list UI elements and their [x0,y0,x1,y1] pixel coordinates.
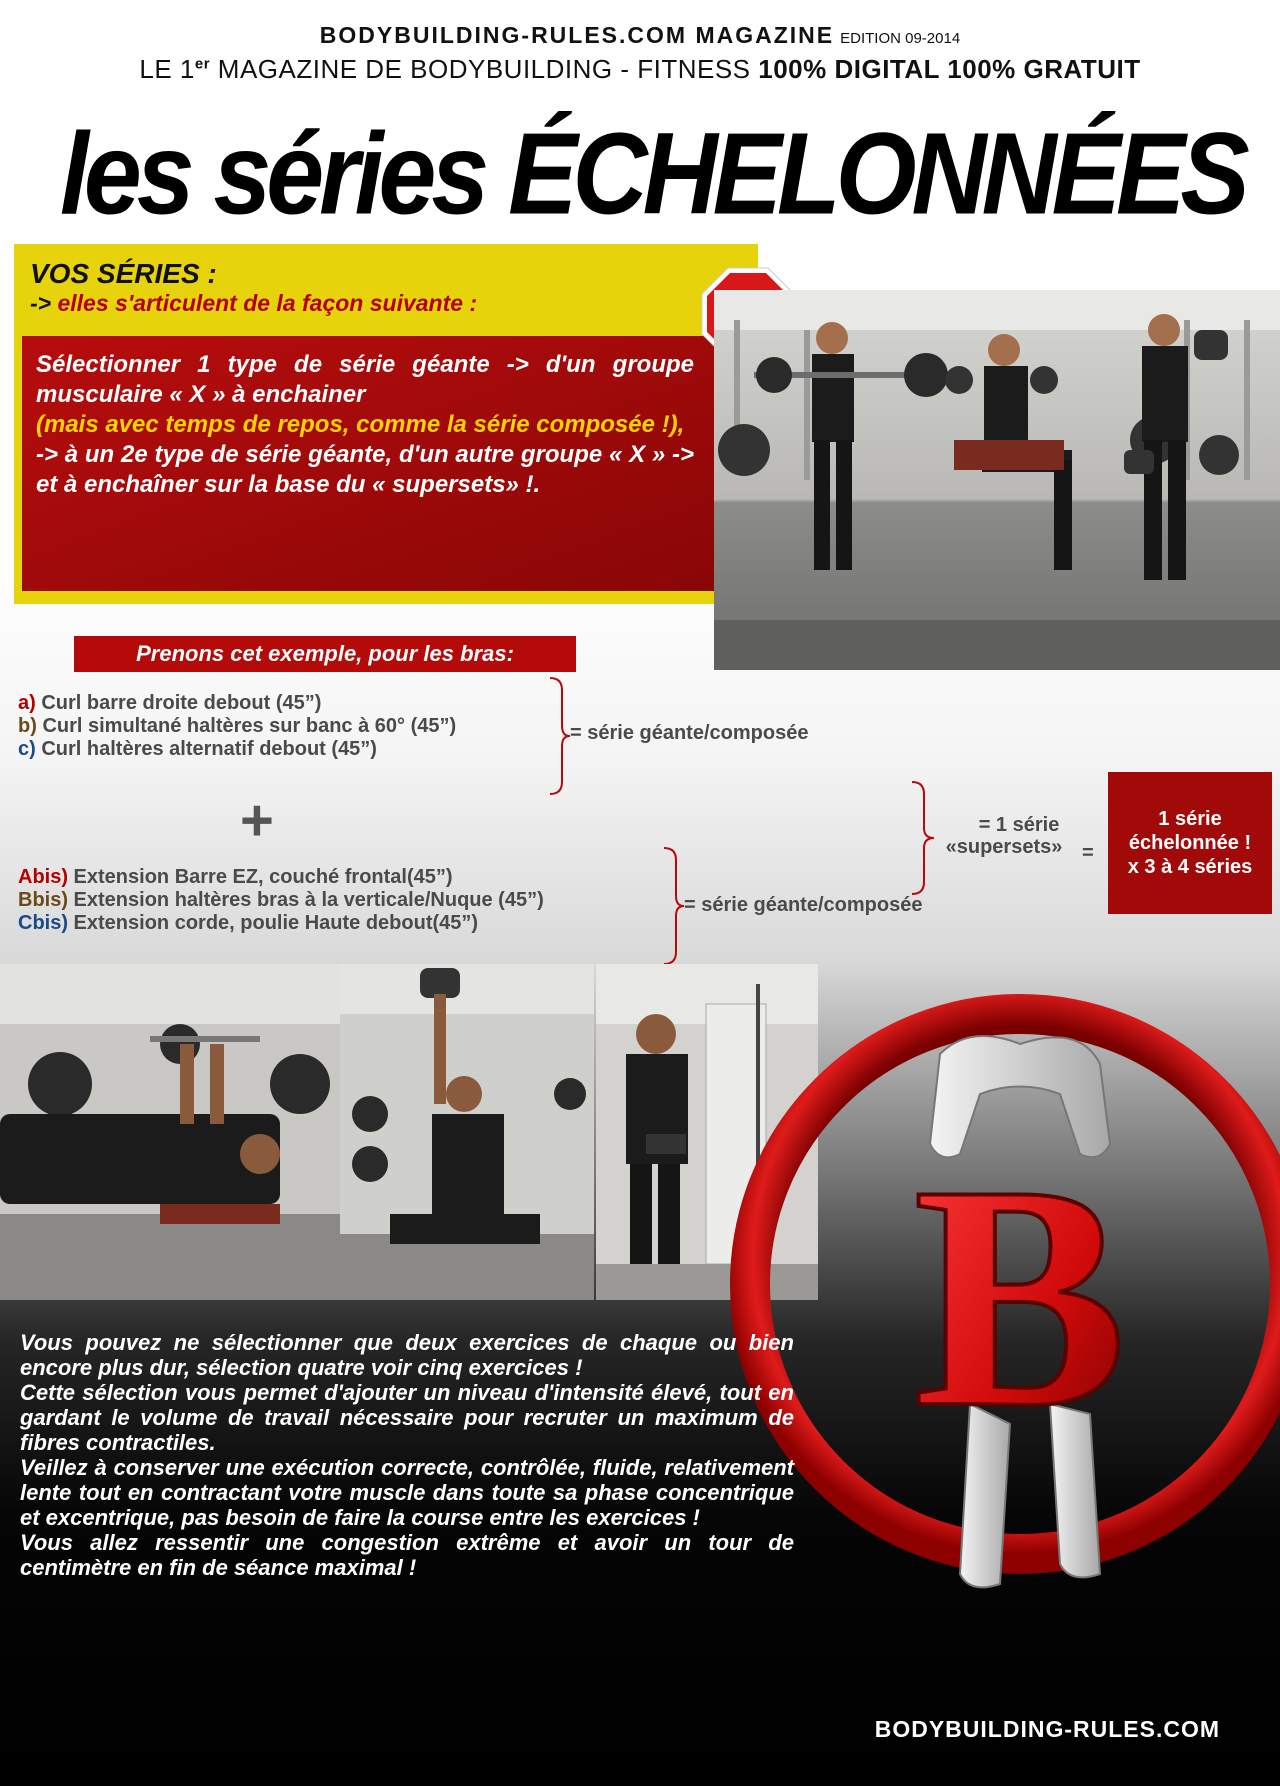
magazine-header [0,22,1280,49]
series-box-subtitle [30,290,477,317]
group1-item-a [18,692,456,715]
result-line-3: x 3 à 4 séries [1127,856,1253,878]
tagline-bold: 100% DIGITAL 100% GRATUIT [758,54,1141,84]
group1-item-b [18,715,456,738]
group1-text-c: Curl haltères alternatif debout (45”) [35,738,377,760]
group2-text-b: Extension haltères bras à la verticale/Nuque (45”) [68,889,544,911]
series-paragraph-3: -> à un 2e type de série géante, d'un autre groupe « X » -> et à enchaîner sur la base du « supersets» !. [36,441,694,498]
series-description [36,350,694,500]
superset-equals: = [1082,842,1094,864]
example-label: Prenons cet exemple, pour les bras: [74,636,576,672]
group2-text-c: Extension corde, poulie Haute debout(45”) [68,912,479,934]
group1-text-a: Curl barre droite debout (45”) [35,692,322,714]
bodybuilding-rules-logo [720,984,1280,1664]
series-paragraph-1: Sélectionner 1 type de série géante -> d'un groupe musculaire « X » à enchainer [36,351,694,408]
series-box-title: VOS SÉRIES : [30,258,217,289]
group1-brace [548,676,572,796]
result-line-1: 1 série [1158,808,1222,830]
group2-brace [662,846,686,966]
result-box [1108,772,1272,914]
group2-key-a: Abis) [18,866,68,888]
superset-label-1: = 1 série [978,814,1060,836]
superset-label-2: «supersets» [945,836,1063,858]
result-line-2: échelonnée ! [1128,832,1252,854]
group1-key-b: b) [18,715,37,737]
group2-item-b [18,889,544,912]
tagline-sup: er [194,55,211,73]
plus-sign: + [240,788,274,853]
group2-item-c [18,912,544,935]
group1-item-c [18,738,456,761]
group2-result: = série géante/composée [684,894,923,916]
superset-brace [910,780,936,896]
footer-site-name: BODYBUILDING-RULES.COM [874,1716,1220,1742]
edition-label: EDITION 09-2014 [840,30,961,47]
dumbbell-overhead-extension-photo [340,964,594,1300]
group1-list [18,692,456,761]
series-paragraph-2: (mais avec temps de repos, comme la série composée !), [36,411,685,438]
group2-text-a: Extension Barre EZ, couché frontal(45”) [68,866,453,888]
group2-item-a [18,866,544,889]
group1-key-c: c) [18,738,36,760]
group1-text-b: Curl simultané haltères sur banc à 60° (45”) [36,715,457,737]
subtitle-arrow: -> [30,290,58,316]
tagline-prefix: LE 1 [139,54,195,84]
logo-letter: B [913,1120,1127,1474]
body-paragraph-2: Cette sélection vous permet d'ajouter un niveau d'intensité élevé, tout en gardant le volume de travail nécessaire pour recruter un maximum de fibres contractiles. [20,1380,794,1455]
subtitle-text: elles s'articulent de la façon suivante : [57,290,478,316]
magazine-tagline [0,54,1280,85]
group1-key-a: a) [18,692,36,714]
ez-bar-extension-photo [0,964,340,1300]
tagline-middle: MAGAZINE DE BODYBUILDING - FITNESS [210,54,759,84]
group1-result: = série géante/composée [570,722,809,744]
group2-key-c: Cbis) [18,912,68,934]
body-paragraph-4: Vous allez ressentir une congestion extrême et avoir un tour de centimètre en fin de séance maximal ! [20,1530,794,1580]
body-paragraph-1: Vous pouvez ne sélectionner que deux exercices de chaque ou bien encore plus dur, sélection quatre voir cinq exercices ! [20,1330,794,1380]
curl-exercises-photo [714,290,1280,670]
page-title: les séries ÉCHELONNÉES [60,109,1245,240]
group2-list [18,866,544,935]
body-text [20,1330,794,1580]
magazine-name: BODYBUILDING-RULES.COM MAGAZINE [319,22,835,48]
body-paragraph-3: Veillez à conserver une exécution correcte, contrôlée, fluide, relativement lente tout en contractant votre muscle dans toute sa phase concentrique et excentrique, pas besoin de faire la course entre les exercices ! [20,1455,794,1530]
group2-key-b: Bbis) [18,889,68,911]
